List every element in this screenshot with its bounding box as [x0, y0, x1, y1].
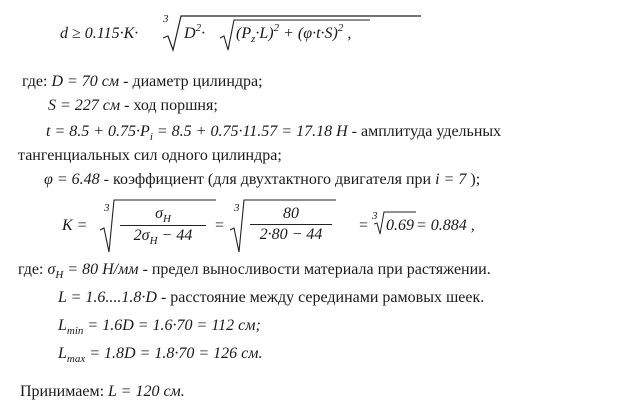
t-description: - амплитуда удельных: [347, 123, 502, 140]
Lmax-equation: = 1.8D = 1.8·70 = 126 см.: [85, 345, 263, 362]
S-equation: S = 227 см: [48, 97, 121, 114]
K-root-3-index: 3: [372, 210, 378, 222]
phi-equation: φ = 6.48: [44, 171, 100, 188]
accept-label: Принимаем:: [20, 383, 109, 400]
D-equation: D = 70 см: [51, 73, 120, 90]
Lmin-symbol: L: [58, 317, 67, 334]
main-formula: d ≥ 0.115·K· 3 $D^2\cdot$ $(P_z\cdot L)^2 + (\varphi\cdot t\cdot S)^2$ ,: [60, 24, 390, 64]
where-D-line: [22, 72, 263, 92]
D-symbol: D: [184, 25, 196, 42]
K-frac1-num: σ: [155, 205, 163, 222]
L-equation: L = 1.6....1.8·D: [58, 289, 157, 306]
Lmin-subscript: min: [66, 325, 84, 337]
K-frac2-num: 80: [250, 204, 332, 225]
K-frac1-den-tail: − 44: [157, 227, 193, 244]
Lmax-line: [58, 344, 263, 365]
K-root-2-index: 3: [234, 202, 240, 214]
where-sigma-line: [18, 260, 491, 281]
dot-op: ·: [201, 25, 206, 42]
L-description: - расстояние между серединами рамовых шеек.: [156, 289, 485, 306]
K-fraction-1: [120, 204, 206, 247]
Lmax-symbol: L: [58, 345, 67, 362]
S-description: - ход поршня;: [120, 97, 218, 114]
D-exponent: 2: [195, 22, 202, 34]
i-equation: i = 7: [435, 171, 467, 188]
K-equals-3: =: [358, 217, 369, 234]
K-result: = 0.884 ,: [416, 217, 475, 234]
accept-line: [20, 382, 185, 402]
Lmin-line: [58, 316, 261, 337]
S-line: [48, 96, 218, 116]
K-frac1-den-sub: H: [149, 235, 158, 247]
K-equals-2: =: [214, 217, 225, 234]
t-continuation: [18, 146, 282, 166]
Pz-symbol: P: [241, 25, 252, 42]
phi-end: );: [466, 171, 481, 188]
K-lhs: K =: [62, 217, 88, 234]
K-frac2-den: 2·80 − 44: [259, 226, 323, 243]
K-frac1-den: 2σ: [133, 227, 150, 244]
phi-line: [44, 170, 480, 190]
phi-term: + (φ·t·S): [279, 25, 338, 42]
root-index: 3: [163, 13, 169, 25]
P-subscript-i: i: [149, 131, 153, 143]
Lmin-equation: = 1.6D = 1.6·70 = 112 см;: [83, 317, 261, 334]
Pz-subscript: z: [251, 33, 256, 45]
t-equation-a: t = 8.5 + 0.75·P: [46, 123, 150, 140]
formula-lhs: d ≥ 0.115·K·: [60, 25, 139, 42]
formula-tail: ,: [343, 25, 352, 42]
D-description: - диаметр цилиндра;: [119, 73, 263, 90]
sigma-description: - предел выносливости материала при растяжении.: [138, 261, 491, 278]
phi-description: - коэффициент (для двухтактного двигателя при: [99, 171, 436, 188]
K-root-3-value: 0.69: [386, 217, 414, 234]
Lmax-subscript: max: [66, 353, 86, 365]
accept-equation: L = 120 см.: [108, 383, 185, 400]
sigma-equation: = 80 H/мм: [63, 261, 139, 278]
K-frac1-num-sub: H: [162, 213, 171, 225]
exponent-c: 2: [337, 22, 344, 34]
K-formula: [62, 196, 482, 256]
t-continuation-text: тангенциальных сил одного цилиндра;: [18, 147, 282, 164]
exponent-b: 2: [273, 22, 280, 34]
L-line: [58, 288, 484, 308]
sigma-subscript: H: [55, 269, 64, 281]
K-fraction-2: [250, 204, 332, 245]
where2-label: где:: [18, 261, 48, 278]
sigma-symbol: σ: [47, 261, 56, 278]
t-line: [46, 122, 501, 143]
t-equation-b: = 8.5 + 0.75·11.57 = 17.18 H: [152, 123, 348, 140]
where-label: где:: [22, 73, 52, 90]
L-term: ·L): [255, 25, 274, 42]
K-root-1-index: 3: [104, 202, 110, 214]
